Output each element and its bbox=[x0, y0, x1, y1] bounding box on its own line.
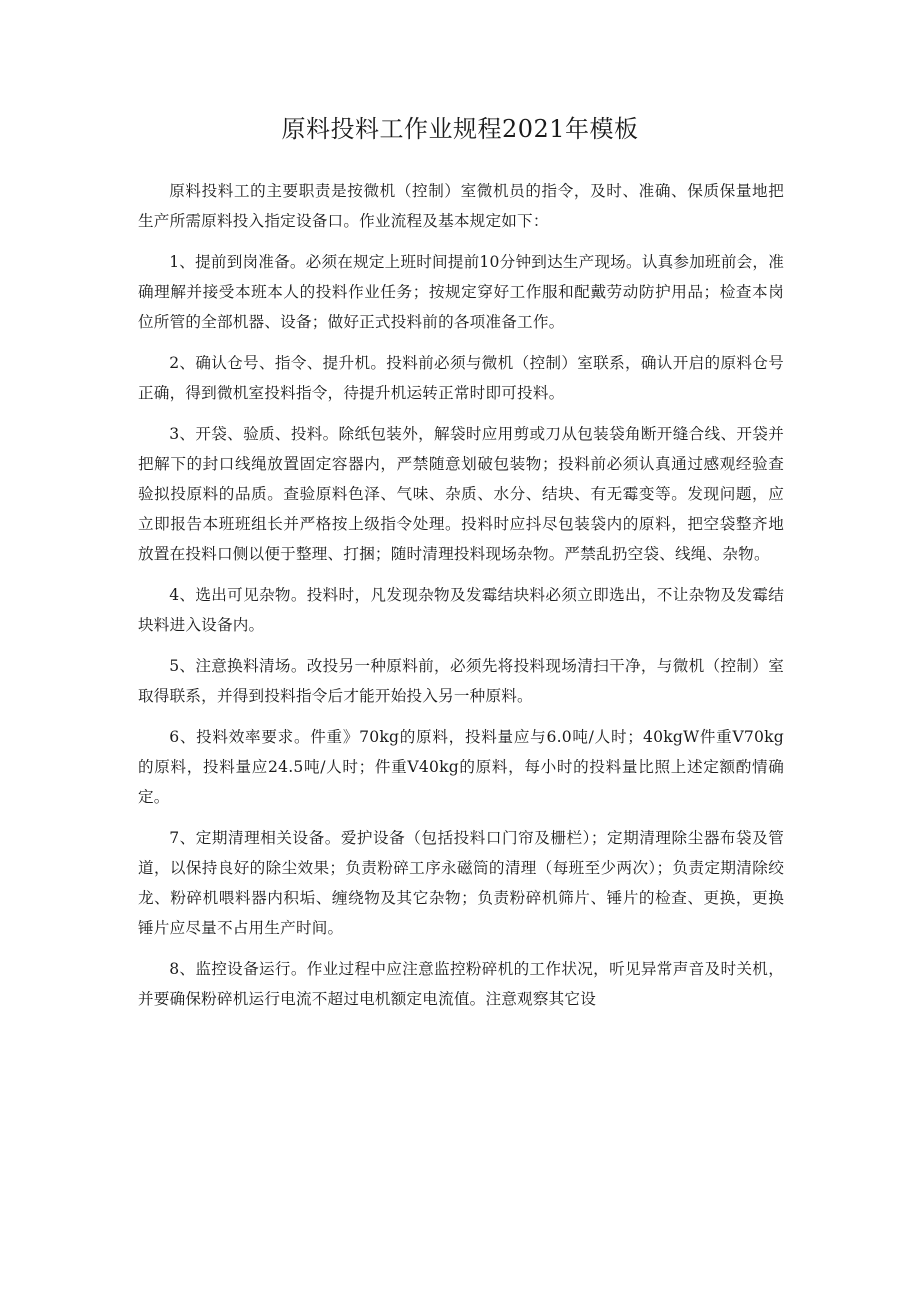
rule-5-paragraph: 5、注意换料清场。改投另一种原料前，必须先将投料现场清扫干净，与微机（控制）室取得联系，并得到投料指令后才能开始投入另一种原料。 bbox=[138, 657, 784, 705]
intro-paragraph: 原料投料工的主要职责是按微机（控制）室微机员的指令，及时、准确、保质保量地把生产所需原料投入指定设备口。作业流程及基本规定如下： bbox=[138, 182, 784, 230]
rule-4-paragraph: 4、选出可见杂物。投料时，凡发现杂物及发霉结块料必须立即选出，不让杂物及发霉结块料进入设备内。 bbox=[138, 586, 784, 634]
rule-1-paragraph: 1、提前到岗准备。必须在规定上班时间提前10分钟到达生产现场。认真参加班前会，准确理解并接受本班本人的投料作业任务；按规定穿好工作服和配戴劳动防护用品；检查本岗位所管的全部机器、设备；做好正式投料前的各项准备工作。 bbox=[138, 253, 784, 331]
rule-8-paragraph: 8、监控设备运行。作业过程中应注意监控粉碎机的工作状况，听见异常声音及时关机，并要确保粉碎机运行电流不超过电机额定电流值。注意观察其它设 bbox=[138, 960, 784, 1008]
document-title: 原料投料工作业规程2021年模板 bbox=[281, 115, 639, 143]
rule-2-paragraph: 2、确认仓号、指令、提升机。投料前必须与微机（控制）室联系，确认开启的原料仓号正确，得到微机室投料指令，待提升机运转正常时即可投料。 bbox=[138, 354, 784, 402]
rule-7-paragraph: 7、定期清理相关设备。爱护设备（包括投料口门帘及栅栏）；定期清理除尘器布袋及管道，以保持良好的除尘效果；负责粉碎工序永磁筒的清理（每班至少两次）；负责定期清除绞龙、粉碎机喂料器内积垢、缠绕物及其它杂物；负责粉碎机筛片、锤片的检查、更换，更换锤片应尽量不占用生产时间。 bbox=[138, 829, 784, 937]
rule-3-paragraph: 3、开袋、验质、投料。除纸包装外，解袋时应用剪或刀从包装袋角断开缝合线、开袋并把解下的封口线绳放置固定容器内，严禁随意划破包装物；投料前必须认真通过感观经验查验拟投原料的品质。查验原料色泽、气味、杂质、水分、结块、有无霉变等。发现问题，应立即报告本班班组长并严格按上级指令处理。投料时应抖尽包装袋内的原料，把空袋整齐地放置在投料口侧以便于整理、打捆；随时清理投料现场杂物。严禁乱扔空袋、线绳、杂物。 bbox=[138, 425, 784, 563]
rule-6-paragraph: 6、投料效率要求。件重》70kg的原料，投料量应与6.0吨/人时；40kgW件重V70kg的原料，投料量应24.5吨/人时；件重V40kg的原料，每小时的投料量比照上述定额酌情确定。 bbox=[138, 728, 784, 806]
document-body bbox=[138, 176, 784, 1025]
